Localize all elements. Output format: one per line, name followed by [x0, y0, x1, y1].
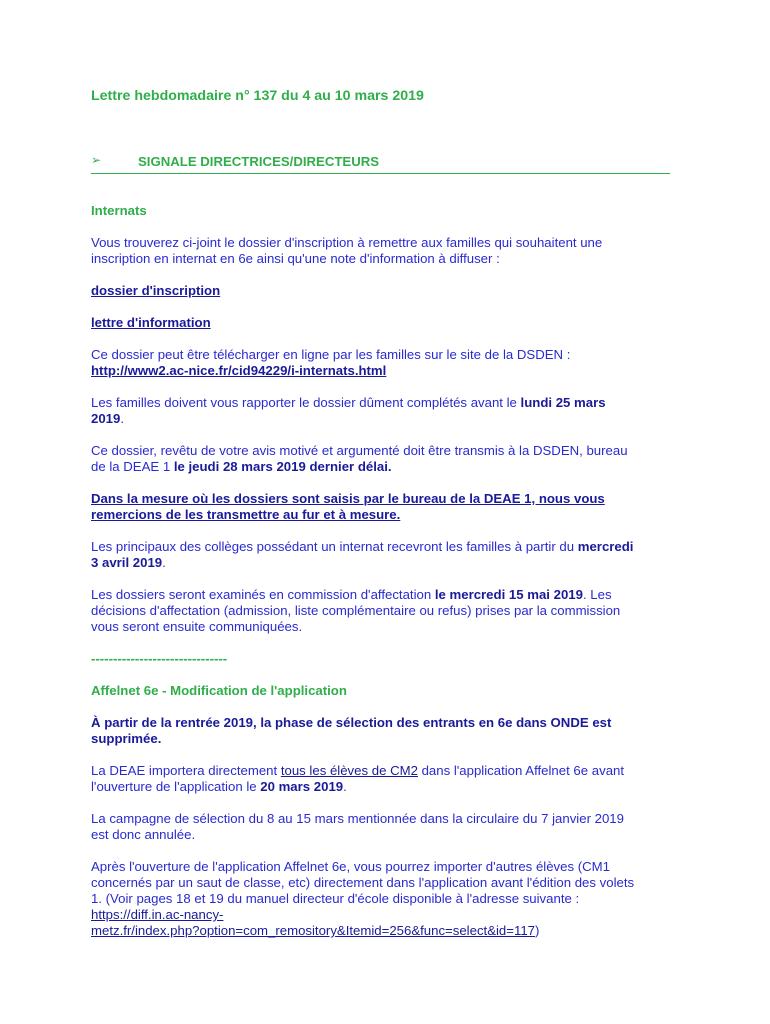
- examines-line-2: décisions d'affectation (admission, liste complémentaire ou refus) prises par la commission: [91, 603, 621, 618]
- internats-heading: Internats: [91, 203, 147, 218]
- mesure-line-2: remercions de les transmettre au fur et à mesure.: [91, 507, 401, 522]
- campagne-paragraph: [91, 811, 691, 843]
- intro-line-2: inscription en internat en 6e ainsi qu'une note d'information à diffuser :: [91, 251, 500, 266]
- lettre-information-link[interactable]: lettre d'information: [91, 315, 211, 330]
- transmis-paragraph: [91, 443, 691, 475]
- deae-text: La DEAE importera directement: [91, 763, 281, 778]
- examines-les: . Les: [582, 587, 612, 602]
- examines-line-3: vous seront ensuite communiquées.: [91, 619, 303, 634]
- separator-line: -------------------------------: [91, 651, 228, 666]
- apres-paragraph: [91, 859, 691, 939]
- arrow-bullet-icon: ➢: [91, 153, 102, 167]
- examines-date: le mercredi 15 mai 2019: [434, 587, 583, 602]
- manual-url-link-part1[interactable]: https://diff.in.ac-nancy-: [91, 907, 224, 922]
- principaux-paragraph: [91, 539, 691, 571]
- deae-line-2: l'ouverture de l'application le: [91, 779, 261, 794]
- apres-line-3: 1. (Voir pages 18 et 19 du manuel directeur d'école disponible à l'adresse suivante :: [91, 891, 580, 906]
- telecharger-paragraph: [91, 347, 691, 379]
- deae-paragraph: [91, 763, 691, 795]
- apres-line-1: Après l'ouverture de l'application Affelnet 6e, vous pourrez importer d'autres élèves (CM1: [91, 859, 610, 874]
- letter-title: Lettre hebdomadaire n° 137 du 4 au 10 mars 2019: [91, 88, 424, 104]
- mesure-line-1: Dans la mesure où les dossiers sont saisis par le bureau de la DEAE 1, nous vous: [91, 491, 605, 506]
- cm2-pupils-link[interactable]: tous les élèves de CM2: [280, 763, 418, 778]
- internats-intro: [91, 235, 691, 267]
- transmis-deadline: le jeudi 28 mars 2019 dernier délai.: [173, 459, 392, 474]
- campagne-line-1: La campagne de sélection du 8 au 15 mars mentionnée dans la circulaire du 7 janvier 2019: [91, 811, 624, 826]
- campagne-line-2: est donc annulée.: [91, 827, 196, 842]
- principaux-text: Les principaux des collèges possédant un internat recevront les familles à partir du: [91, 539, 578, 554]
- deae-date: 20 mars 2019: [260, 779, 344, 794]
- transmis-line-2: de la DEAE 1: [91, 459, 174, 474]
- apres-line-2: concernés par un saut de classe, etc) directement dans l'application avant l'édition des volets: [91, 875, 635, 890]
- rapporter-paragraph: [91, 395, 691, 427]
- deae-period: .: [343, 779, 347, 794]
- telecharger-text: Ce dossier peut être télécharger en ligne par les familles sur le site de la DSDEN :: [91, 347, 571, 362]
- manual-url-close: ): [535, 923, 540, 938]
- transmis-line-1: Ce dossier, revêtu de votre avis motivé et argumenté doit être transmis à la DSDEN, bureau: [91, 443, 628, 458]
- affelnet-announcement: [91, 715, 691, 747]
- examines-paragraph: [91, 587, 691, 635]
- rapporter-period: .: [120, 411, 125, 426]
- dsden-url-link[interactable]: http://www2.ac-nice.fr/cid94229/i-internats.html: [91, 363, 387, 378]
- rapporter-text: Les familles doivent vous rapporter le dossier dûment complétés avant le: [91, 395, 521, 410]
- section-heading: SIGNALE DIRECTRICES/DIRECTEURS: [138, 154, 380, 169]
- announcement-line-1: À partir de la rentrée 2019, la phase de sélection des entrants en 6e dans ONDE est: [91, 715, 612, 730]
- deae-text-end: dans l'application Affelnet 6e avant: [417, 763, 625, 778]
- rapporter-date-part2: 2019: [91, 411, 121, 426]
- principaux-date-part1: mercredi: [577, 539, 634, 554]
- intro-line-1: Vous trouverez ci-joint le dossier d'inscription à remettre aux familles qui souhaitent une: [91, 235, 603, 250]
- principaux-period: .: [162, 555, 166, 570]
- dossier-inscription-link[interactable]: dossier d'inscription: [91, 283, 221, 298]
- principaux-date-part2: 3 avril 2019: [91, 555, 163, 570]
- section-divider: [91, 173, 670, 174]
- affelnet-heading: Affelnet 6e - Modification de l'application: [91, 683, 347, 698]
- announcement-line-2: supprimée.: [91, 731, 162, 746]
- mesure-notice: [91, 491, 691, 523]
- rapporter-date-part1: lundi 25 mars: [520, 395, 606, 410]
- examines-text: Les dossiers seront examinés en commission d'affectation: [91, 587, 435, 602]
- manual-url-link-part2[interactable]: metz.fr/index.php?option=com_remository&Itemid=256&func=select&id=117: [91, 923, 535, 938]
